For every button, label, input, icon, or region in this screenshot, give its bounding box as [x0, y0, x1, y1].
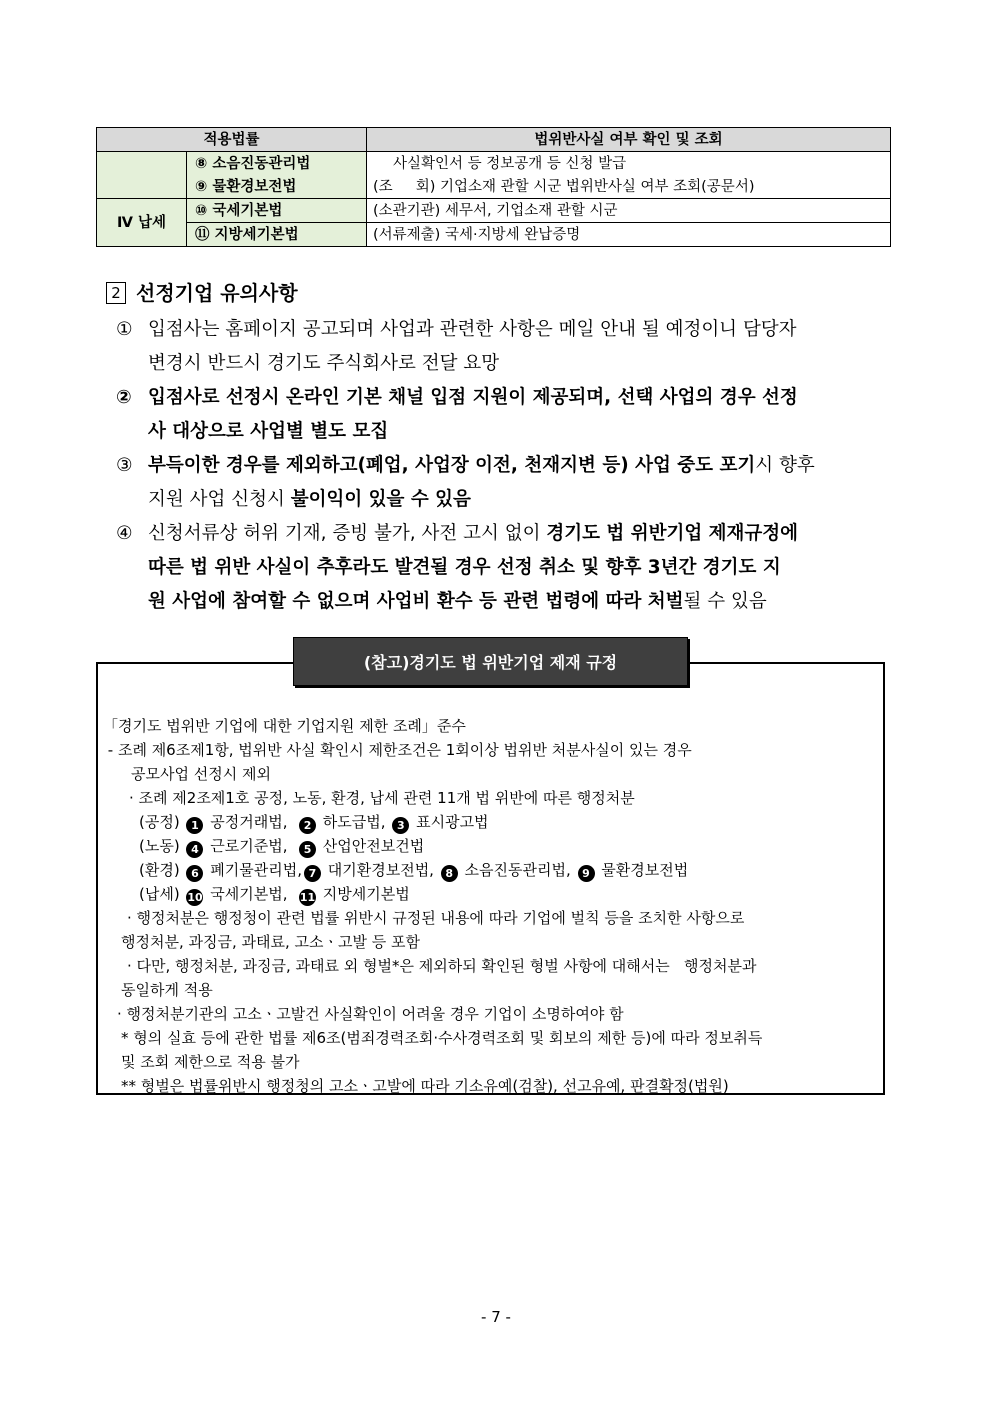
category-label: (공정)	[139, 813, 180, 831]
law-cell: ⑨ 물환경보전법	[187, 175, 367, 199]
note-bold-text: 부득이한 경우를 제외하고(폐업, 사업장 이전, 천재지변 등) 사업 중도 포기	[148, 455, 756, 476]
note-line: 따른 법 위반 사실이 추후라도 발견될 경우 선정 취소 및 향후 3년간 경기도 지	[148, 557, 781, 578]
list-item	[116, 313, 901, 381]
note-line	[148, 585, 901, 619]
ref-line: 「경기도 법위반 기업에 대한 기업지원 제한 조례」준수	[103, 717, 466, 735]
note-text: 시 향후	[755, 455, 815, 476]
law-name: 공정거래법,	[210, 813, 288, 831]
law-name: 소음진동관리법,	[464, 861, 571, 879]
ref-line: 및 조회 제한으로 적용 불가	[121, 1053, 300, 1071]
note-number: ④	[116, 523, 133, 544]
number-4-icon: 4	[186, 841, 203, 858]
section-title-text: 선정기업 유의사항	[136, 281, 298, 305]
note-line: 변경시 반드시 경기도 주식회사로 전달 요망	[148, 353, 500, 374]
law-name: 폐기물관리법,	[210, 861, 302, 879]
list-item	[116, 517, 901, 619]
law-name: 하도급법,	[322, 813, 386, 831]
check-cell: (조 회) 기업소재 관할 시군 법위반사실 여부 조회(공문서)	[367, 175, 891, 199]
number-5-icon: 5	[299, 841, 316, 858]
note-bold-text: 원 사업에 참여할 수 없으며 사업비 환수 등 관련 법령에 따라 처벌	[148, 591, 684, 612]
law-table	[96, 127, 891, 247]
law-cell: ⑪ 지방세기본법	[187, 223, 367, 247]
ref-line: · 조례 제2조제1호 공정, 노동, 환경, 납세 관련 11개 법 위반에 따른 행정처분	[129, 789, 635, 807]
law-name: 대기환경보전법,	[327, 861, 434, 879]
note-number: ②	[116, 387, 132, 408]
law-name: 지방세기본법	[322, 885, 410, 903]
note-line	[148, 483, 901, 517]
section-title	[106, 278, 298, 308]
check-cell: (서류제출) 국세·지방세 완납증명	[367, 223, 891, 247]
law-cell: ⑩ 국세기본법	[187, 199, 367, 223]
law-name: 근로기준법,	[210, 837, 288, 855]
note-line: 입점사로 선정시 온라인 기본 채널 입점 지원이 제공되며, 선택 사업의 경우 선정	[148, 387, 798, 408]
ref-line-fair	[103, 810, 873, 834]
section-number: 2	[106, 282, 126, 304]
number-10-icon: 10	[187, 891, 203, 904]
list-item	[116, 381, 901, 449]
category-label: (노동)	[139, 837, 180, 855]
number-2-icon: 2	[299, 817, 316, 834]
ref-line: * 형의 실효 등에 관한 법률 제6조(범죄경력조회·수사경력조회 및 회보의 제한 등)에 따라 정보취득	[121, 1029, 763, 1047]
law-cell: ⑧ 소음진동관리법	[187, 152, 367, 176]
note-line: 입점사는 홈페이지 공고되며 사업과 관련한 사항은 메일 안내 될 예정이니 담당자	[148, 319, 797, 340]
list-item	[116, 449, 901, 517]
note-number: ③	[116, 455, 133, 476]
ref-line-env	[103, 858, 873, 882]
reference-title: (참고)경기도 법 위반기업 제재 규정	[293, 637, 688, 686]
ref-line: ** 형벌은 법률위반시 행정청의 고소ㆍ고발에 따라 기소유예(검찰), 선고유예, 판결확정(법원)	[121, 1077, 729, 1095]
law-name: 산업안전보건법	[322, 837, 425, 855]
category-label: (환경)	[139, 861, 180, 879]
ref-line-tax	[103, 882, 873, 906]
ref-line: - 조례 제6조제1항, 법위반 사실 확인시 제한조건은 1회이상 법위반 처분사실이 있는 경우	[103, 741, 692, 759]
table-row	[97, 175, 891, 199]
category-env-cell	[97, 152, 187, 199]
notes-list	[116, 313, 901, 619]
ref-line: · 다만, 행정처분, 과징금, 과태료 외 형벌*은 제외하되 확인된 형벌 사항에 대해서는 행정처분과	[127, 957, 757, 975]
law-name: 물환경보전법	[601, 861, 689, 879]
note-text: 신청서류상 허위 기재, 증빙 불가, 사전 고시 없이	[148, 523, 547, 544]
header-law: 적용법률	[97, 128, 367, 152]
ref-line-labor	[103, 834, 873, 858]
check-cell: (소관기관) 세무서, 기업소재 관할 시군	[367, 199, 891, 223]
number-3-icon: 3	[392, 817, 409, 834]
number-7-icon: 7	[304, 865, 321, 882]
number-1-icon: 1	[186, 817, 203, 834]
ref-line: 공모사업 선정시 제외	[131, 765, 271, 783]
note-line	[148, 517, 901, 551]
ref-line: · 행정처분기관의 고소ㆍ고발건 사실확인이 어려울 경우 기업이 소명하여야 함	[117, 1005, 624, 1023]
table-header-row	[97, 128, 891, 152]
note-bold-text: 불이익이 있을 수 있음	[290, 489, 471, 510]
law-name: 표시광고법	[416, 813, 489, 831]
table-row	[97, 152, 891, 176]
number-11-icon: 11	[299, 891, 316, 904]
number-8-icon: 8	[441, 865, 458, 882]
law-name: 국세기본법,	[210, 885, 288, 903]
ref-line: 동일하게 적용	[121, 981, 213, 999]
ref-line: · 행정처분은 행정청이 관련 법률 위반시 규정된 내용에 따라 기업에 벌칙 등을 조치한 사항으로	[127, 909, 745, 927]
note-line: 사 대상으로 사업별 별도 모집	[148, 421, 389, 442]
note-text: 될 수 있음	[683, 591, 767, 612]
category-tax-cell: Ⅳ 납세	[97, 199, 187, 247]
table-row	[97, 223, 891, 247]
note-number: ①	[116, 319, 133, 340]
note-line	[148, 449, 901, 483]
note-text: 지원 사업 신청시	[148, 489, 291, 510]
ref-line: 행정처분, 과징금, 과태료, 고소ㆍ고발 등 포함	[121, 933, 420, 951]
number-9-icon: 9	[578, 865, 595, 882]
page-number: - 7 -	[481, 1308, 511, 1326]
check-cell: 사실확인서 등 정보공개 등 신청 발급	[367, 152, 891, 176]
number-6-icon: 6	[186, 865, 203, 882]
reference-content	[103, 714, 873, 1098]
header-check: 법위반사실 여부 확인 및 조회	[367, 128, 891, 152]
category-label: (납세)	[139, 885, 180, 903]
note-bold-text: 경기도 법 위반기업 제재규정에	[546, 523, 799, 544]
table-row	[97, 199, 891, 223]
